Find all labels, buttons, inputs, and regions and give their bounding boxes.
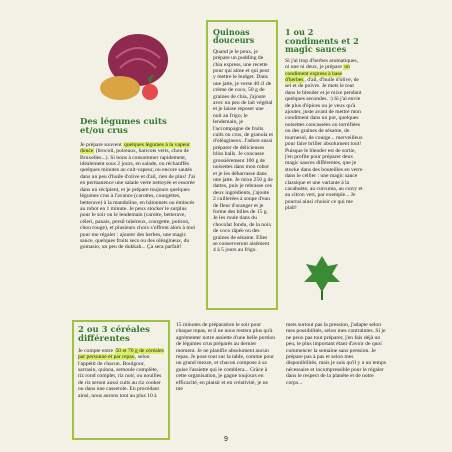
quinoa-text: Quand je le peux, je prépare un pudding de chia express, une recette pour qui aime et qui peut y mettre le budget. Dans une jatte, je verse 40 cl de crème de coco, 50 g de graines de chia, j'ajoute avec un peu de lait végétal et je laisse reposer une nuit au frigo; le lendemain, je l'accompagne de fruits cuits ou crus, de granola et d'oléagineux. J'adore aussi préparer de délicieuses bliss balls. Je concasse grossièrement 100 g de noisettes dans mon robot et je les débarrasse dans une jatte. Je mixe 250 g de dattes, puis je rebrasse ces deux ingrédients, j'ajoute 2 cuillerées à soupe d'eau de fleur d'oranger et je forme des billes de 15 g. Je les roule dans du chocolat fondu, de la noix de coco râpée ou des graines de sésame. Elles se conserveront aisément 4 à 5 jours au frigo. xyxy=(213,48,273,254)
page-number: 9 xyxy=(224,436,228,443)
vegetables-illustration xyxy=(88,28,188,108)
parsley-illustration xyxy=(302,252,342,302)
middle-text: 15 minutes de préparation le soir pour chaque repas, et il ne nous restera plus qu'à agrémenter notre assiette d'une belle portion de légumes crus préparés au dernier moment. Je ne planifie absolument aucun repas. Je pose tout sur la table, comme pour un grand mezze, et chacun compose à sa guise l'assiette qui le comblera... Grâce à cette organisation, je gagne toujours en efficacité, en plaisir et en créativité, je ne me xyxy=(176,322,276,393)
vegetables-section xyxy=(80,118,198,251)
vegetables-text: Je prépare souvent quelques légumes à la vapeur douce (brocoli, poireaux, haricots verts, chou de Bruxelles...). Si bons à consommer rapidement, idéalement sous 2 jours, en salade, ou réchauffés quelques minutes au cuit-vapeur, ou encore sautés dans un peu d'huile d'olive et d'ail, rien de plus! J'ai en permanence une salade verte nettoyée et essorée dans un récipient, et je prépare toujours quelques légumes crus à l'avance (carottes, courgettes, betterave) à la mandoline, en bâtonnets ou émincés au robot en 1 minute. Je peux stocker le surplus pour le soir ou le lendemain (carotte, betterave, céleri, panais, persil tubéreux, courgette, potiron, chou rouge), et plusieurs choix s'offrent alors à moi pour me régaler : ajouter des herbes, une magic sauce, quelques fruits secs ou des oléagineux, du gomasio, un peu de dukkah... Ça sera parfait! xyxy=(80,141,196,251)
vegetables-title: Des légumes cuits et/ou crus xyxy=(80,117,167,136)
potato xyxy=(100,76,140,100)
cereals-highlight: 50 et 70 g de céréales par personne et par repas xyxy=(78,347,164,361)
right-text: mets surtout pas la pression, j'adapte selon mes possibilités, selon mes contraintes. Si je ne peux pas tout préparer, j'en fais déjà un peu, le plus important étant d'avoir de quoi commencer la semaine sans pression. Je prépare pas à pas et selon mes disponibilités, mais je suis qu'il y a un temps nécessaire et incompressible pour le régaler dans le respect de la planète et de notre corps... xyxy=(286,322,386,386)
quinoa-title: Quinoas douceurs xyxy=(213,27,255,46)
condiments-highlight: un condiment express à base d'herbes xyxy=(285,64,350,84)
radish xyxy=(142,84,158,100)
cereals-text: Je compte entre 50 et 70 g de céréales par personne et par repas, selon l'appétit de chacun. Boulgour, sarrasin, quinoa, semoule complète, riz rond complet, riz noir, ou nouilles de riz seront aussi cuits au riz cooker ou dans une casserole. En procédant ainsi, nous aurons tout au plus 10 à xyxy=(78,347,164,399)
quinoa-section xyxy=(213,28,273,254)
cereals-title: 2 ou 3 céréales différentes xyxy=(78,325,150,344)
cereals-section xyxy=(78,326,164,399)
vegetables-highlight: quelques légumes à la vapeur douce xyxy=(80,141,190,155)
condiments-text: Si j'ai trop d'herbes aromatiques, ni une ni deux, je prépare un condiment express à base d'herbes, d'ail, d'huile d'olive, de sel et de poivre. Je mets le tout dans le blender et je mixe pendant quelques secondes. :) Si j'ai envie de plus d'épices ou je veux qu'à ajouter, juste avant de mettre mon condiment dans un pot, quelques noisettes concassées ou torréfiées ou des graines de sésame, de tournesol, de courge... merveilleux pour faire briller absolument tout! Puisque le blender est de sortie, j'en profite pour préparer deux magic sauces différentes, que je stocke dans des bouteilles en verre dans le cellier : une magic sauce classique et une variante à la cacahuète, au curcuma, au curry et au citron vert, par exemple... Je pourrai ainsi choisir ce qui me plaît! xyxy=(285,57,363,212)
condiments-title: 1 ou 2 condiments et 2 magic sauces xyxy=(285,27,359,55)
condiments-section xyxy=(285,28,363,212)
